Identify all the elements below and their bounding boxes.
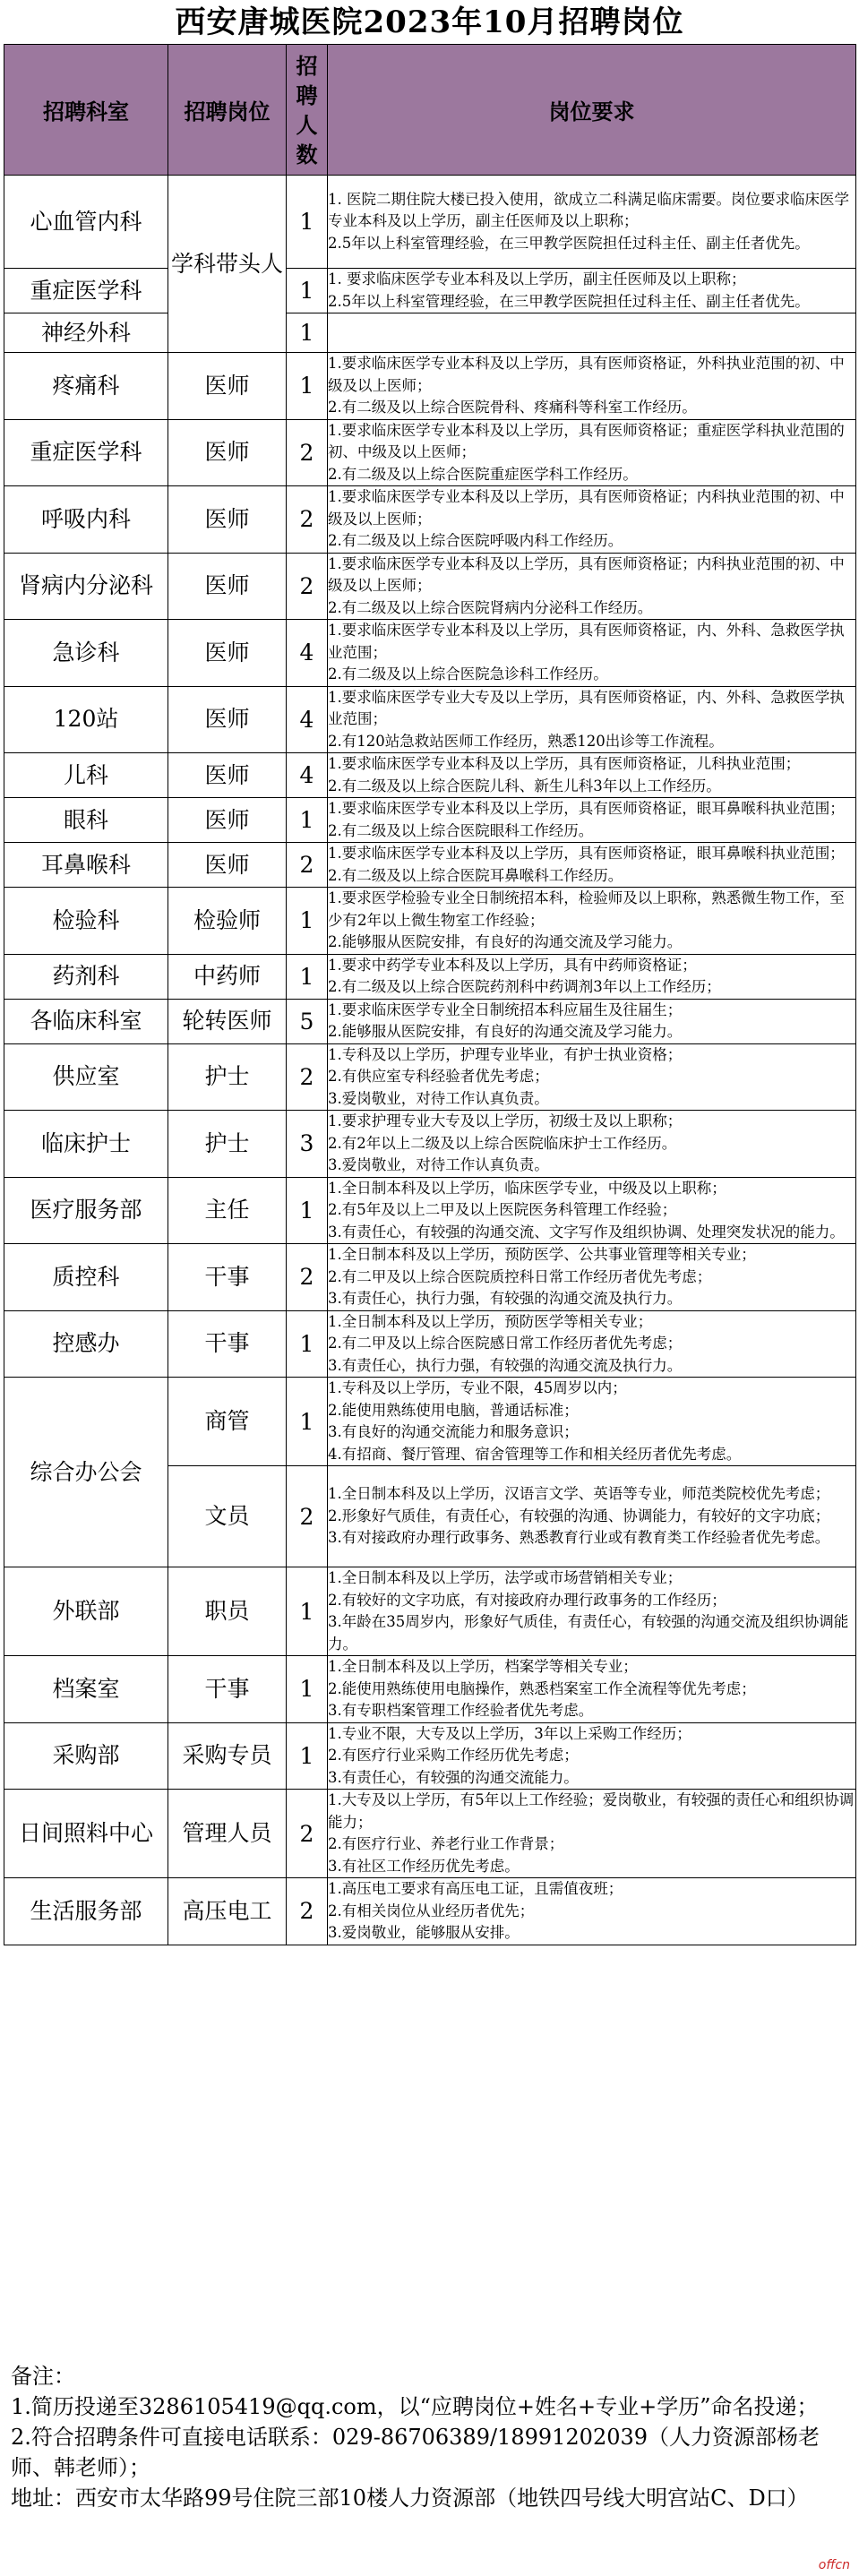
header-count: 招 聘 人 数 bbox=[287, 45, 328, 176]
header-department: 招聘科室 bbox=[4, 45, 168, 176]
requirement-line: 3.有责任心，有较强的沟通交流能力。 bbox=[328, 1768, 579, 1786]
cell-department: 急诊科 bbox=[4, 620, 168, 687]
table-row bbox=[4, 1177, 856, 1244]
requirement-line: 1.高压电工要求有高压电工证，且需值夜班； bbox=[328, 1880, 623, 1897]
requirement-line: 2.有二级及以上综合医院重症医学科工作经历。 bbox=[328, 465, 638, 483]
cell-count: 1 bbox=[287, 798, 328, 843]
table-row bbox=[4, 486, 856, 554]
requirement-line: 2.有相关岗位从业经历者优先； bbox=[328, 1902, 535, 1919]
cell-requirements bbox=[328, 954, 856, 999]
requirement-line: 3.有责任心，执行力强，有较强的沟通交流及执行力。 bbox=[328, 1356, 683, 1374]
cell-position: 高压电工 bbox=[168, 1878, 287, 1945]
requirement-line: 2.有二级及以上综合医院耳鼻喉科工作经历。 bbox=[328, 866, 623, 884]
cell-position: 医师 bbox=[168, 843, 287, 888]
requirement-line: 2.有供应室专科经验者优先考虑； bbox=[328, 1068, 549, 1085]
cell-position: 职员 bbox=[168, 1567, 287, 1656]
requirement-line: 3.年龄在35周岁内，形象好气质佳，有责任心，有较强的沟通交流及组织协调能力。 bbox=[328, 1613, 849, 1653]
cell-position: 检验师 bbox=[168, 888, 287, 955]
table-row bbox=[4, 1244, 856, 1311]
cell-requirements bbox=[328, 1567, 856, 1656]
cell-count: 1 bbox=[287, 888, 328, 955]
cell-requirements bbox=[328, 1656, 856, 1723]
cell-department: 儿科 bbox=[4, 753, 168, 798]
requirement-line: 2.有二甲及以上综合医院质控科日常工作经历者优先考虑； bbox=[328, 1267, 712, 1285]
requirement-line: 2.有二级及以上综合医院儿科、新生儿科3年以上工作经历。 bbox=[328, 777, 721, 794]
cell-position: 商管 bbox=[168, 1378, 287, 1466]
requirement-line: 1.要求临床医学专业本科及以上学历，具有医师资格证，外科执业范围的初、中级及以上医师； bbox=[328, 355, 845, 394]
notes-line-1: 1.简历投递至3286105419@qq.com，以“应聘岗位+姓名+专业+学历”命名投递； bbox=[11, 2394, 819, 2419]
cell-department: 心血管内科 bbox=[4, 176, 168, 269]
table-row bbox=[4, 553, 856, 620]
requirement-line: 2.有较好的文字功底，有对接政府办理行政事务的工作经历； bbox=[328, 1591, 726, 1609]
cell-requirements bbox=[328, 486, 856, 554]
cell-requirements bbox=[328, 888, 856, 955]
requirement-line: 2.5年以上科室管理经验，在三甲教学医院担任过科主任、副主任者优先。 bbox=[328, 292, 810, 310]
cell-requirements bbox=[328, 1043, 856, 1111]
requirement-line: 1.要求临床医学专业全日制统招本科应届生及往届生； bbox=[328, 1000, 683, 1018]
cell-count: 1 bbox=[287, 1378, 328, 1466]
cell-department: 控感办 bbox=[4, 1310, 168, 1378]
requirement-line: 2.有二级及以上综合医院骨科、疼痛科等科室工作经历。 bbox=[328, 399, 697, 416]
cell-requirements bbox=[328, 686, 856, 753]
cell-requirements bbox=[328, 269, 856, 313]
requirement-line: 1.要求护理专业大专及以上学历，初级士及以上职称； bbox=[328, 1112, 683, 1129]
requirement-line: 2.能使用熟练使用电脑操作，熟悉档案室工作全流程等优先考虑； bbox=[328, 1679, 756, 1697]
requirement-line: 1.专科及以上学历，专业不限，45周岁以内； bbox=[328, 1379, 627, 1396]
cell-department: 检验科 bbox=[4, 888, 168, 955]
cell-position: 文员 bbox=[168, 1466, 287, 1567]
cell-requirements bbox=[328, 620, 856, 687]
cell-position: 医师 bbox=[168, 798, 287, 843]
table-row bbox=[4, 843, 856, 888]
notes-label: 备注： bbox=[11, 2364, 75, 2389]
requirement-line: 1.全日制本科及以上学历，档案学等相关专业； bbox=[328, 1658, 638, 1675]
requirement-line: 2.有二级及以上综合医院药剂科中药调剂3年以上工作经历； bbox=[328, 978, 721, 995]
table-row bbox=[4, 1878, 856, 1945]
requirement-line: 1.要求中药学专业本科及以上学历，具有中药师资格证； bbox=[328, 956, 697, 974]
cell-requirements bbox=[328, 753, 856, 798]
page-title: 西安唐城医院2023年10月招聘岗位 bbox=[175, 4, 684, 40]
table-row bbox=[4, 798, 856, 843]
requirement-line: 3.有责任心，执行力强，有较强的沟通交流及执行力。 bbox=[328, 1290, 683, 1307]
requirement-line: 2.形象好气质佳，有责任心，有较强的沟通、协调能力，有较好的文字功底； bbox=[328, 1507, 830, 1524]
requirement-line: 1. 医院二期住院大楼已投入使用，欲成立二科满足临床需要。岗位要求临床医学专业本科及以上学历，副主任医师及以上职称； bbox=[328, 190, 849, 230]
requirement-line: 2.有2年以上二级及以上综合医院临床护士工作经历。 bbox=[328, 1134, 677, 1152]
cell-count: 5 bbox=[287, 999, 328, 1043]
requirement-line: 2.有二级及以上综合医院眼科工作经历。 bbox=[328, 821, 594, 839]
requirement-line: 1.全日制本科及以上学历，汉语言文学、英语等专业，师范类院校优先考虑； bbox=[328, 1485, 830, 1503]
cell-position: 轮转医师 bbox=[168, 999, 287, 1043]
cell-position: 医师 bbox=[168, 753, 287, 798]
header-position: 招聘岗位 bbox=[168, 45, 287, 176]
requirement-line: 2.能够服从医院安排，有良好的沟通交流及学习能力。 bbox=[328, 933, 683, 950]
requirement-line: 2.有120站急救站医师工作经历，熟悉120出诊等工作流程。 bbox=[328, 732, 724, 750]
cell-department: 眼科 bbox=[4, 798, 168, 843]
cell-position: 主任 bbox=[168, 1177, 287, 1244]
cell-count: 1 bbox=[287, 954, 328, 999]
cell-requirements bbox=[328, 419, 856, 486]
cell-position: 管理人员 bbox=[168, 1790, 287, 1878]
cell-position: 医师 bbox=[168, 419, 287, 486]
cell-requirements bbox=[328, 176, 856, 269]
cell-department: 呼吸内科 bbox=[4, 486, 168, 554]
requirement-line: 3.爱岗敬业，能够服从安排。 bbox=[328, 1924, 520, 1941]
cell-count: 4 bbox=[287, 686, 328, 753]
table-row bbox=[4, 1111, 856, 1178]
cell-requirements bbox=[328, 553, 856, 620]
cell-count: 2 bbox=[287, 1466, 328, 1567]
cell-count: 4 bbox=[287, 753, 328, 798]
notes-line-3: 地址：西安市太华路99号住院三部10楼人力资源部（地铁四号线大明宫站C、D口） bbox=[11, 2486, 809, 2511]
requirement-line: 1.全日制本科及以上学历，法学或市场营销相关专业； bbox=[328, 1569, 683, 1586]
watermark-logo: offcn bbox=[818, 2558, 850, 2572]
cell-department: 药剂科 bbox=[4, 954, 168, 999]
requirement-line: 1.要求临床医学专业本科及以上学历，具有医师资格证，眼耳鼻喉科执业范围； bbox=[328, 800, 845, 817]
cell-position: 医师 bbox=[168, 353, 287, 420]
cell-count: 2 bbox=[287, 1878, 328, 1945]
requirement-line: 1.全日制本科及以上学历，预防医学等相关专业； bbox=[328, 1312, 653, 1330]
requirement-line: 1.要求临床医学专业本科及以上学历，具有医师资格证；重症医学科执业范围的初、中级及以上医师； bbox=[328, 421, 845, 460]
recruitment-table bbox=[4, 44, 856, 1945]
requirement-line: 1.要求临床医学专业本科及以上学历，具有医师资格证；内科执业范围的初、中级及以上医师； bbox=[328, 554, 845, 594]
cell-count: 2 bbox=[287, 1244, 328, 1311]
cell-position: 护士 bbox=[168, 1111, 287, 1178]
cell-count: 3 bbox=[287, 1111, 328, 1178]
cell-count: 2 bbox=[287, 419, 328, 486]
requirement-line: 1.要求临床医学专业大专及以上学历，具有医师资格证，内、外科、急救医学执业范围； bbox=[328, 688, 845, 727]
requirement-line: 2.有二级及以上综合医院急诊科工作经历。 bbox=[328, 665, 608, 683]
requirement-line: 3.有专职档案管理工作经验者优先考虑。 bbox=[328, 1702, 594, 1719]
table-row bbox=[4, 686, 856, 753]
cell-requirements bbox=[328, 1244, 856, 1311]
requirement-line: 2.有二级及以上综合医院呼吸内科工作经历。 bbox=[328, 532, 623, 549]
cell-requirements bbox=[328, 1177, 856, 1244]
cell-department: 日间照料中心 bbox=[4, 1790, 168, 1878]
cell-department: 临床护士 bbox=[4, 1111, 168, 1178]
cell-position: 干事 bbox=[168, 1310, 287, 1378]
requirement-line: 1.要求医学检验专业全日制统招本科，检验师及以上职称，熟悉微生物工作，至少有2年以上微生物室工作经验； bbox=[328, 889, 845, 929]
table-row bbox=[4, 419, 856, 486]
cell-position: 中药师 bbox=[168, 954, 287, 999]
cell-requirements bbox=[328, 313, 856, 353]
cell-department: 疼痛科 bbox=[4, 353, 168, 420]
requirement-line: 1.专业不限，大专及以上学历，3年以上采购工作经历； bbox=[328, 1724, 691, 1742]
table-row bbox=[4, 753, 856, 798]
cell-department: 医疗服务部 bbox=[4, 1177, 168, 1244]
requirement-line: 3.有良好的沟通交流能力和服务意识； bbox=[328, 1423, 579, 1440]
table-row bbox=[4, 353, 856, 420]
cell-count: 1 bbox=[287, 1177, 328, 1244]
cell-count: 1 bbox=[287, 269, 328, 313]
cell-count: 1 bbox=[287, 176, 328, 269]
cell-requirements bbox=[328, 1111, 856, 1178]
requirement-line: 1.大专及以上学历，有5年以上工作经验；爱岗敬业，有较强的责任心和组织协调能力； bbox=[328, 1791, 855, 1831]
table-header-row bbox=[4, 45, 856, 176]
requirement-line: 1.要求临床医学专业本科及以上学历，具有医师资格证；内科执业范围的初、中级及以上医师； bbox=[328, 488, 845, 528]
cell-position: 干事 bbox=[168, 1244, 287, 1311]
header-requirements: 岗位要求 bbox=[328, 45, 856, 176]
cell-department: 耳鼻喉科 bbox=[4, 843, 168, 888]
notes-section bbox=[4, 2356, 855, 2576]
table-row bbox=[4, 313, 856, 353]
requirement-line: 1.全日制本科及以上学历，预防医学、公共事业管理等相关专业； bbox=[328, 1246, 756, 1263]
cell-department: 质控科 bbox=[4, 1244, 168, 1311]
cell-count: 1 bbox=[287, 1310, 328, 1378]
cell-department: 120站 bbox=[4, 686, 168, 753]
cell-requirements bbox=[328, 1378, 856, 1466]
requirement-line: 1.专科及以上学历，护理专业毕业，有护士执业资格； bbox=[328, 1045, 683, 1063]
requirement-line: 2.有二级及以上综合医院肾病内分泌科工作经历。 bbox=[328, 598, 653, 616]
requirement-line: 1.全日制本科及以上学历，临床医学专业，中级及以上职称； bbox=[328, 1179, 726, 1197]
requirement-line: 2.有医疗行业采购工作经历优先考虑； bbox=[328, 1747, 579, 1764]
requirement-line: 3.有责任心，有较强的沟通交流、文字写作及组织协调、处理突发状况的能力。 bbox=[328, 1223, 845, 1241]
table-row bbox=[4, 1310, 856, 1378]
cell-position: 医师 bbox=[168, 686, 287, 753]
cell-requirements bbox=[328, 1878, 856, 1945]
table-row bbox=[4, 176, 856, 269]
table-row bbox=[4, 620, 856, 687]
cell-department: 生活服务部 bbox=[4, 1878, 168, 1945]
cell-count: 1 bbox=[287, 1567, 328, 1656]
cell-department: 神经外科 bbox=[4, 313, 168, 353]
cell-department: 档案室 bbox=[4, 1656, 168, 1723]
cell-count: 2 bbox=[287, 843, 328, 888]
requirement-line: 2.有二甲及以上综合医院感日常工作经历者优先考虑； bbox=[328, 1335, 683, 1352]
requirement-line: 2.能够服从医院安排，有良好的沟通交流及学习能力。 bbox=[328, 1023, 683, 1040]
cell-position: 护士 bbox=[168, 1043, 287, 1111]
requirement-line: 1.要求临床医学专业本科及以上学历，具有医师资格证，内、外科、急救医学执业范围； bbox=[328, 622, 845, 661]
cell-department: 综合办公会 bbox=[4, 1378, 168, 1567]
cell-requirements bbox=[328, 1310, 856, 1378]
cell-count: 2 bbox=[287, 1043, 328, 1111]
cell-count: 2 bbox=[287, 553, 328, 620]
cell-count: 4 bbox=[287, 620, 328, 687]
requirement-line: 1. 要求临床医学专业本科及以上学历，副主任医师及以上职称； bbox=[328, 270, 746, 288]
cell-position: 干事 bbox=[168, 1656, 287, 1723]
cell-requirements bbox=[328, 353, 856, 420]
cell-requirements bbox=[328, 1722, 856, 1790]
requirement-line: 4.有招商、餐厅管理、宿舍管理等工作和相关经历者优先考虑。 bbox=[328, 1445, 742, 1463]
cell-department: 重症医学科 bbox=[4, 269, 168, 313]
requirement-line: 1.要求临床医学专业本科及以上学历，具有医师资格证，眼耳鼻喉科执业范围； bbox=[328, 845, 845, 862]
cell-department: 肾病内分泌科 bbox=[4, 553, 168, 620]
cell-position: 医师 bbox=[168, 620, 287, 687]
table-row bbox=[4, 999, 856, 1043]
table-row bbox=[4, 1790, 856, 1878]
cell-count: 1 bbox=[287, 353, 328, 420]
requirement-line: 1.要求临床医学专业本科及以上学历，具有医师资格证，儿科执业范围； bbox=[328, 755, 801, 772]
table-row bbox=[4, 954, 856, 999]
cell-requirements bbox=[328, 1466, 856, 1567]
requirement-line: 3.有对接政府办理行政事务、熟悉教育行业或有教育类工作经验者优先考虑。 bbox=[328, 1529, 830, 1547]
cell-count: 1 bbox=[287, 1656, 328, 1723]
requirement-line: 3.爱岗敬业，对待工作认真负责。 bbox=[328, 1156, 549, 1173]
cell-count: 1 bbox=[287, 1722, 328, 1790]
table-row bbox=[4, 269, 856, 313]
cell-department: 供应室 bbox=[4, 1043, 168, 1111]
cell-count: 2 bbox=[287, 486, 328, 554]
cell-requirements bbox=[328, 843, 856, 888]
notes-line-2: 2.符合招聘条件可直接电话联系：029-86706389/18991202039（人力资源部杨老师、韩老师）； bbox=[11, 2425, 820, 2480]
requirement-line: 3.爱岗敬业，对待工作认真负责。 bbox=[328, 1089, 549, 1107]
cell-department: 外联部 bbox=[4, 1567, 168, 1656]
cell-requirements bbox=[328, 1790, 856, 1878]
table-row bbox=[4, 1722, 856, 1790]
cell-position: 医师 bbox=[168, 553, 287, 620]
table-row bbox=[4, 1378, 856, 1466]
table-row bbox=[4, 1656, 856, 1723]
requirement-line: 2.能使用熟练使用电脑，普通话标准； bbox=[328, 1401, 579, 1419]
cell-department: 各临床科室 bbox=[4, 999, 168, 1043]
cell-department: 采购部 bbox=[4, 1722, 168, 1790]
cell-position: 采购专员 bbox=[168, 1722, 287, 1790]
requirement-line: 3.有社区工作经历优先考虑。 bbox=[328, 1857, 520, 1875]
table-row bbox=[4, 1567, 856, 1656]
table-row bbox=[4, 888, 856, 955]
requirement-line: 2.5年以上科室管理经验，在三甲教学医院担任过科主任、副主任者优先。 bbox=[328, 234, 810, 252]
requirement-line: 2.有5年及以上二甲及以上医院医务科管理工作经验； bbox=[328, 1201, 677, 1218]
cell-department: 重症医学科 bbox=[4, 419, 168, 486]
cell-position: 学科带头人 bbox=[168, 176, 287, 353]
cell-requirements bbox=[328, 798, 856, 843]
cell-count: 1 bbox=[287, 313, 328, 353]
table-row bbox=[4, 1043, 856, 1111]
cell-requirements bbox=[328, 999, 856, 1043]
cell-position: 医师 bbox=[168, 486, 287, 554]
cell-count: 2 bbox=[287, 1790, 328, 1878]
requirement-line: 2.有医疗行业、养老行业工作背景； bbox=[328, 1835, 564, 1852]
